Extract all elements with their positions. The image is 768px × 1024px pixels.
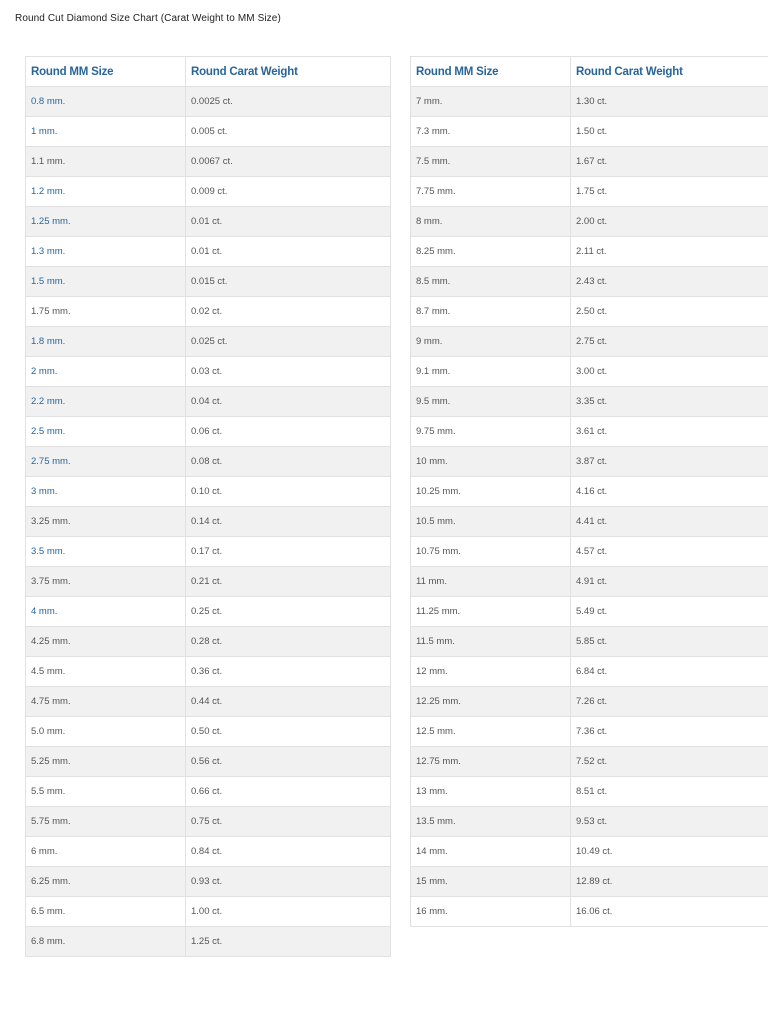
- table-row: [26, 717, 391, 747]
- mm-size-link[interactable]: 2 mm.: [26, 357, 186, 387]
- carat-weight-cell: 16.06 ct.: [571, 897, 768, 927]
- table-row: [411, 597, 768, 627]
- carat-weight-cell: 0.10 ct.: [186, 477, 391, 507]
- carat-weight-cell: 12.89 ct.: [571, 867, 768, 897]
- carat-weight-cell: 0.025 ct.: [186, 327, 391, 357]
- mm-size-cell: 7.75 mm.: [411, 177, 571, 207]
- carat-weight-cell: 0.03 ct.: [186, 357, 391, 387]
- mm-size-link[interactable]: 0.8 mm.: [26, 87, 186, 117]
- carat-weight-cell: 0.005 ct.: [186, 117, 391, 147]
- mm-size-cell: 5.0 mm.: [26, 717, 186, 747]
- table-row: [411, 357, 768, 387]
- table-row: [411, 297, 768, 327]
- carat-weight-cell: 0.25 ct.: [186, 597, 391, 627]
- table-row: [411, 117, 768, 147]
- carat-weight-cell: 5.49 ct.: [571, 597, 768, 627]
- table-row: [26, 597, 391, 627]
- mm-size-cell: 15 mm.: [411, 867, 571, 897]
- carat-weight-cell: 7.26 ct.: [571, 687, 768, 717]
- table-row: [411, 777, 768, 807]
- carat-weight-cell: 0.36 ct.: [186, 657, 391, 687]
- table-row: [26, 777, 391, 807]
- carat-weight-cell: 4.16 ct.: [571, 477, 768, 507]
- mm-size-cell: 11 mm.: [411, 567, 571, 597]
- mm-size-link[interactable]: 1 mm.: [26, 117, 186, 147]
- carat-weight-cell: 1.67 ct.: [571, 147, 768, 177]
- mm-size-cell: 3.25 mm.: [26, 507, 186, 537]
- carat-weight-cell: 0.009 ct.: [186, 177, 391, 207]
- mm-size-cell: 9.75 mm.: [411, 417, 571, 447]
- carat-weight-cell: 9.53 ct.: [571, 807, 768, 837]
- carat-weight-cell: 0.08 ct.: [186, 447, 391, 477]
- table-row: [411, 477, 768, 507]
- table-row: [411, 567, 768, 597]
- mm-size-cell: 14 mm.: [411, 837, 571, 867]
- carat-weight-cell: 2.75 ct.: [571, 327, 768, 357]
- table-row: [411, 507, 768, 537]
- table-row: [26, 267, 391, 297]
- mm-size-cell: 5.75 mm.: [26, 807, 186, 837]
- carat-weight-cell: 4.57 ct.: [571, 537, 768, 567]
- mm-size-cell: 9.1 mm.: [411, 357, 571, 387]
- table-row: [411, 87, 768, 117]
- size-table-left: [25, 56, 391, 957]
- mm-size-cell: 4.75 mm.: [26, 687, 186, 717]
- carat-weight-cell: 0.01 ct.: [186, 237, 391, 267]
- mm-size-cell: 6.25 mm.: [26, 867, 186, 897]
- table-row: [26, 87, 391, 117]
- carat-weight-cell: 8.51 ct.: [571, 777, 768, 807]
- header-mm-size: Round MM Size: [26, 57, 186, 87]
- carat-weight-cell: 3.00 ct.: [571, 357, 768, 387]
- table-row: [26, 297, 391, 327]
- table-body: [26, 87, 391, 957]
- table-row: [26, 387, 391, 417]
- table-row: [411, 417, 768, 447]
- table-row: [411, 147, 768, 177]
- table-row: [411, 627, 768, 657]
- carat-weight-cell: 7.36 ct.: [571, 717, 768, 747]
- table-row: [411, 897, 768, 927]
- carat-weight-cell: 0.01 ct.: [186, 207, 391, 237]
- mm-size-cell: 8 mm.: [411, 207, 571, 237]
- table-row: [26, 837, 391, 867]
- table-row: [411, 447, 768, 477]
- table-header-row: [411, 57, 768, 87]
- mm-size-cell: 10.25 mm.: [411, 477, 571, 507]
- carat-weight-cell: 1.50 ct.: [571, 117, 768, 147]
- page-title: Round Cut Diamond Size Chart (Carat Weight to MM Size): [15, 13, 281, 24]
- mm-size-cell: 5.25 mm.: [26, 747, 186, 777]
- mm-size-cell: 10 mm.: [411, 447, 571, 477]
- table-row: [411, 237, 768, 267]
- carat-weight-cell: 0.02 ct.: [186, 297, 391, 327]
- table-row: [411, 327, 768, 357]
- carat-weight-cell: 3.35 ct.: [571, 387, 768, 417]
- mm-size-cell: 9.5 mm.: [411, 387, 571, 417]
- mm-size-cell: 12 mm.: [411, 657, 571, 687]
- carat-weight-cell: 10.49 ct.: [571, 837, 768, 867]
- carat-weight-cell: 0.0025 ct.: [186, 87, 391, 117]
- carat-weight-cell: 3.87 ct.: [571, 447, 768, 477]
- carat-weight-cell: 0.14 ct.: [186, 507, 391, 537]
- table-row: [26, 147, 391, 177]
- carat-weight-cell: 1.75 ct.: [571, 177, 768, 207]
- table-row: [26, 537, 391, 567]
- mm-size-cell: 10.5 mm.: [411, 507, 571, 537]
- carat-weight-cell: 0.04 ct.: [186, 387, 391, 417]
- mm-size-link[interactable]: 3.5 mm.: [26, 537, 186, 567]
- mm-size-cell: 6.5 mm.: [26, 897, 186, 927]
- mm-size-cell: 4.25 mm.: [26, 627, 186, 657]
- mm-size-cell: 1.75 mm.: [26, 297, 186, 327]
- carat-weight-cell: 0.17 ct.: [186, 537, 391, 567]
- mm-size-cell: 11.5 mm.: [411, 627, 571, 657]
- mm-size-cell: 3.75 mm.: [26, 567, 186, 597]
- table-body: [411, 87, 768, 927]
- carat-weight-cell: 1.00 ct.: [186, 897, 391, 927]
- table-row: [411, 867, 768, 897]
- mm-size-cell: 11.25 mm.: [411, 597, 571, 627]
- table-row: [26, 807, 391, 837]
- carat-weight-cell: 4.91 ct.: [571, 567, 768, 597]
- mm-size-link[interactable]: 1.8 mm.: [26, 327, 186, 357]
- mm-size-cell: 13 mm.: [411, 777, 571, 807]
- carat-weight-cell: 2.11 ct.: [571, 237, 768, 267]
- carat-weight-cell: 7.52 ct.: [571, 747, 768, 777]
- header-mm-size: Round MM Size: [411, 57, 571, 87]
- mm-size-cell: 4.5 mm.: [26, 657, 186, 687]
- carat-weight-cell: 3.61 ct.: [571, 417, 768, 447]
- carat-weight-cell: 0.0067 ct.: [186, 147, 391, 177]
- mm-size-cell: 8.7 mm.: [411, 297, 571, 327]
- table-row: [26, 327, 391, 357]
- carat-weight-cell: 5.85 ct.: [571, 627, 768, 657]
- table-row: [26, 747, 391, 777]
- mm-size-cell: 6.8 mm.: [26, 927, 186, 957]
- table-row: [411, 807, 768, 837]
- mm-size-link[interactable]: 2.75 mm.: [26, 447, 186, 477]
- table-row: [26, 447, 391, 477]
- table-row: [26, 417, 391, 447]
- table-row: [26, 237, 391, 267]
- mm-size-cell: 7 mm.: [411, 87, 571, 117]
- table-row: [411, 747, 768, 777]
- carat-weight-cell: 0.06 ct.: [186, 417, 391, 447]
- carat-weight-cell: 0.93 ct.: [186, 867, 391, 897]
- table-row: [26, 117, 391, 147]
- table-row: [26, 177, 391, 207]
- mm-size-cell: 8.25 mm.: [411, 237, 571, 267]
- carat-weight-cell: 2.43 ct.: [571, 267, 768, 297]
- mm-size-link[interactable]: 2.5 mm.: [26, 417, 186, 447]
- carat-weight-cell: 0.21 ct.: [186, 567, 391, 597]
- mm-size-link[interactable]: 1.5 mm.: [26, 267, 186, 297]
- table-row: [411, 717, 768, 747]
- table-row: [26, 627, 391, 657]
- table-row: [411, 657, 768, 687]
- mm-size-cell: 12.5 mm.: [411, 717, 571, 747]
- table-row: [26, 567, 391, 597]
- header-carat-weight: Round Carat Weight: [571, 57, 768, 87]
- mm-size-cell: 5.5 mm.: [26, 777, 186, 807]
- mm-size-cell: 12.25 mm.: [411, 687, 571, 717]
- mm-size-link[interactable]: 1.3 mm.: [26, 237, 186, 267]
- mm-size-link[interactable]: 4 mm.: [26, 597, 186, 627]
- table-row: [411, 267, 768, 297]
- mm-size-cell: 7.5 mm.: [411, 147, 571, 177]
- carat-weight-cell: 0.84 ct.: [186, 837, 391, 867]
- mm-size-link[interactable]: 3 mm.: [26, 477, 186, 507]
- mm-size-cell: 8.5 mm.: [411, 267, 571, 297]
- table-row: [26, 207, 391, 237]
- carat-weight-cell: 0.28 ct.: [186, 627, 391, 657]
- mm-size-link[interactable]: 1.25 mm.: [26, 207, 186, 237]
- table-row: [26, 357, 391, 387]
- mm-size-link[interactable]: 1.2 mm.: [26, 177, 186, 207]
- table-row: [26, 927, 391, 957]
- table-row: [26, 687, 391, 717]
- carat-weight-cell: 6.84 ct.: [571, 657, 768, 687]
- mm-size-cell: 13.5 mm.: [411, 807, 571, 837]
- carat-weight-cell: 2.00 ct.: [571, 207, 768, 237]
- table-row: [26, 657, 391, 687]
- mm-size-cell: 9 mm.: [411, 327, 571, 357]
- table-row: [26, 867, 391, 897]
- carat-weight-cell: 4.41 ct.: [571, 507, 768, 537]
- mm-size-cell: 12.75 mm.: [411, 747, 571, 777]
- mm-size-cell: 6 mm.: [26, 837, 186, 867]
- carat-weight-cell: 0.015 ct.: [186, 267, 391, 297]
- table-row: [411, 537, 768, 567]
- table-row: [26, 897, 391, 927]
- carat-weight-cell: 0.56 ct.: [186, 747, 391, 777]
- mm-size-link[interactable]: 2.2 mm.: [26, 387, 186, 417]
- mm-size-cell: 1.1 mm.: [26, 147, 186, 177]
- carat-weight-cell: 1.30 ct.: [571, 87, 768, 117]
- table-row: [411, 387, 768, 417]
- carat-weight-cell: 0.75 ct.: [186, 807, 391, 837]
- table-row: [411, 207, 768, 237]
- table-row: [411, 687, 768, 717]
- table-row: [26, 477, 391, 507]
- carat-weight-cell: 0.66 ct.: [186, 777, 391, 807]
- table-row: [411, 837, 768, 867]
- table-header-row: [26, 57, 391, 87]
- mm-size-cell: 7.3 mm.: [411, 117, 571, 147]
- mm-size-cell: 16 mm.: [411, 897, 571, 927]
- carat-weight-cell: 0.50 ct.: [186, 717, 391, 747]
- carat-weight-cell: 1.25 ct.: [186, 927, 391, 957]
- carat-weight-cell: 0.44 ct.: [186, 687, 391, 717]
- header-carat-weight: Round Carat Weight: [186, 57, 391, 87]
- table-row: [26, 507, 391, 537]
- table-row: [411, 177, 768, 207]
- size-table-right: [410, 56, 768, 927]
- mm-size-cell: 10.75 mm.: [411, 537, 571, 567]
- carat-weight-cell: 2.50 ct.: [571, 297, 768, 327]
